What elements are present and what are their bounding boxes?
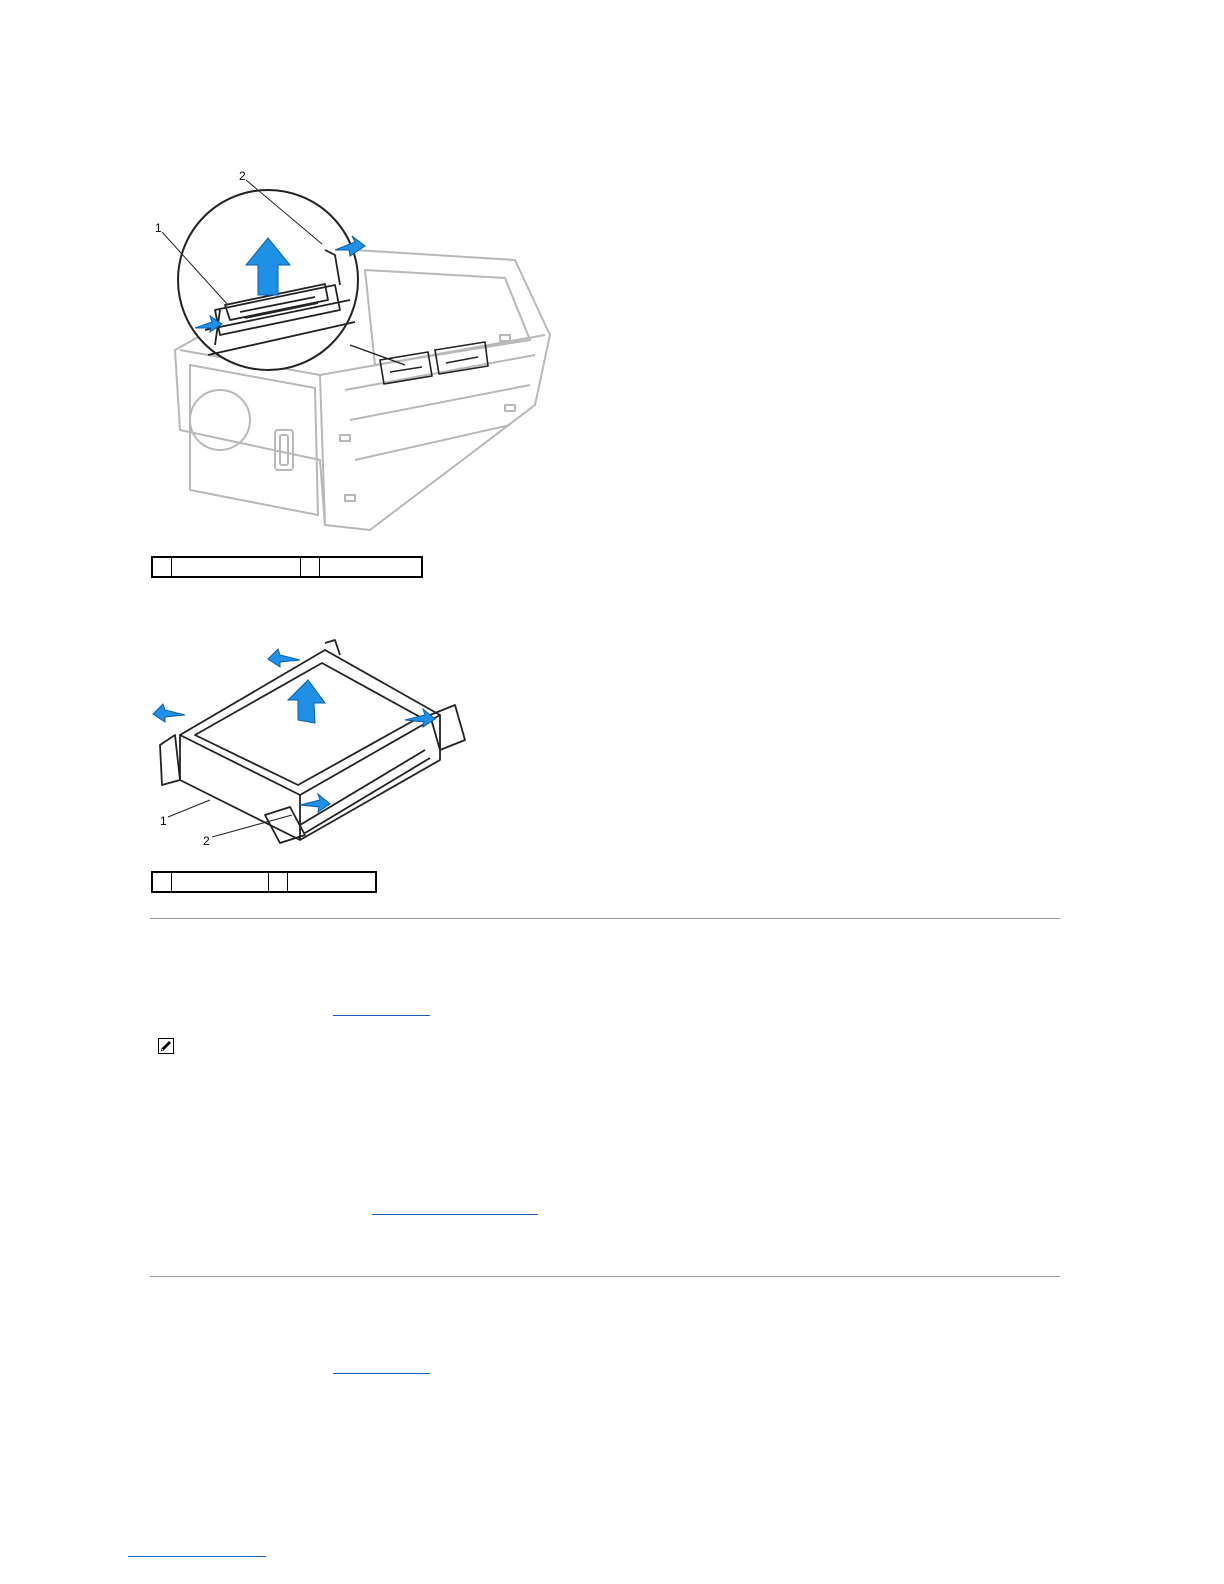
section-divider	[150, 1276, 1060, 1277]
footer-link[interactable]	[128, 1556, 266, 1557]
section-divider	[150, 918, 1060, 919]
legend-label-1	[172, 557, 301, 577]
legend-label-2	[288, 872, 377, 892]
figure-drive-bracket	[150, 635, 470, 850]
note-pencil-icon	[158, 1038, 174, 1054]
callout-2: 2	[203, 834, 210, 848]
legend-label-1	[172, 872, 269, 892]
legend-num-1	[152, 557, 172, 577]
callout-1: 1	[155, 221, 162, 235]
callout-1: 1	[160, 814, 167, 828]
figure2-legend-table	[151, 871, 377, 893]
legend-num-2	[301, 557, 320, 577]
link-1[interactable]	[333, 1015, 430, 1016]
legend-num-2	[269, 872, 288, 892]
link-2[interactable]	[372, 1214, 538, 1215]
legend-label-2	[320, 557, 423, 577]
drive-bracket-illustration	[150, 635, 470, 850]
figure-chassis-drive-bay	[150, 160, 560, 540]
callout-2: 2	[239, 169, 246, 183]
table-row	[152, 872, 376, 892]
link-3[interactable]	[333, 1373, 430, 1374]
figure1-legend-table	[151, 556, 423, 578]
legend-num-1	[152, 872, 172, 892]
table-row	[152, 557, 422, 577]
chassis-illustration	[150, 160, 560, 540]
